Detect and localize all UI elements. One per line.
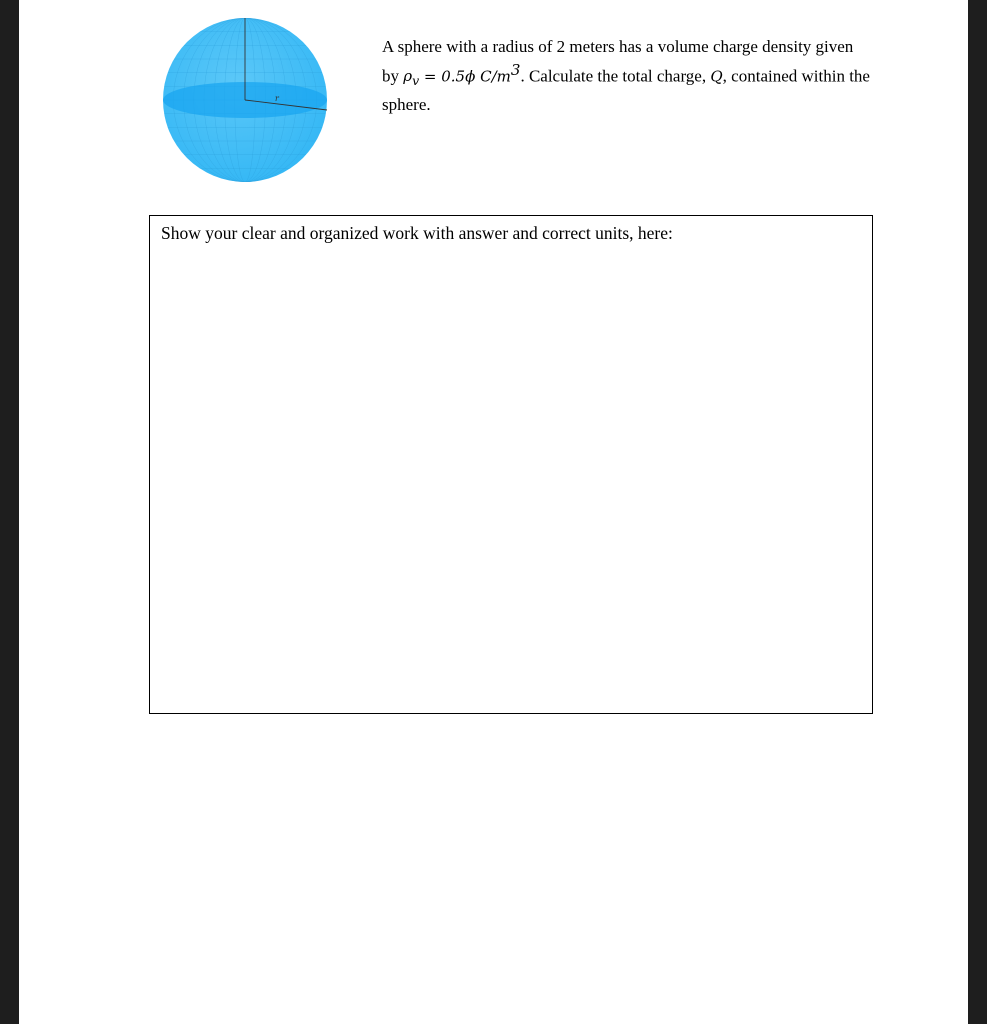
charge-density-symbol <box>403 67 420 89</box>
equals-value: = 0.5 <box>419 67 466 86</box>
rho-symbol: ρ <box>403 67 413 86</box>
work-prompt: Show your clear and organized work with answer and correct units, here: <box>161 223 673 243</box>
unit-exponent: 3 <box>510 60 521 79</box>
sphere-figure <box>162 17 328 183</box>
work-answer-box <box>149 215 873 714</box>
phi-symbol: ϕ <box>465 67 476 86</box>
worksheet-page <box>19 0 968 1024</box>
rho-subscript: v <box>412 73 420 89</box>
problem-statement <box>382 35 872 116</box>
unit-slash: / <box>491 67 497 86</box>
unit-coulomb: C <box>475 67 492 86</box>
unit-meter: m <box>496 67 511 86</box>
sphere-illustration <box>162 17 328 183</box>
problem-text-middle: . Calculate the total charge, <box>520 66 711 86</box>
work-answer-area[interactable] <box>151 252 871 712</box>
total-charge-symbol: Q <box>710 67 723 86</box>
problem-text-intro: A sphere with a radius of 2 meters has a volume charge density given by <box>382 37 854 86</box>
radius-label: r <box>275 94 279 103</box>
problem-text-end: , contained within the sphere. <box>382 66 870 114</box>
